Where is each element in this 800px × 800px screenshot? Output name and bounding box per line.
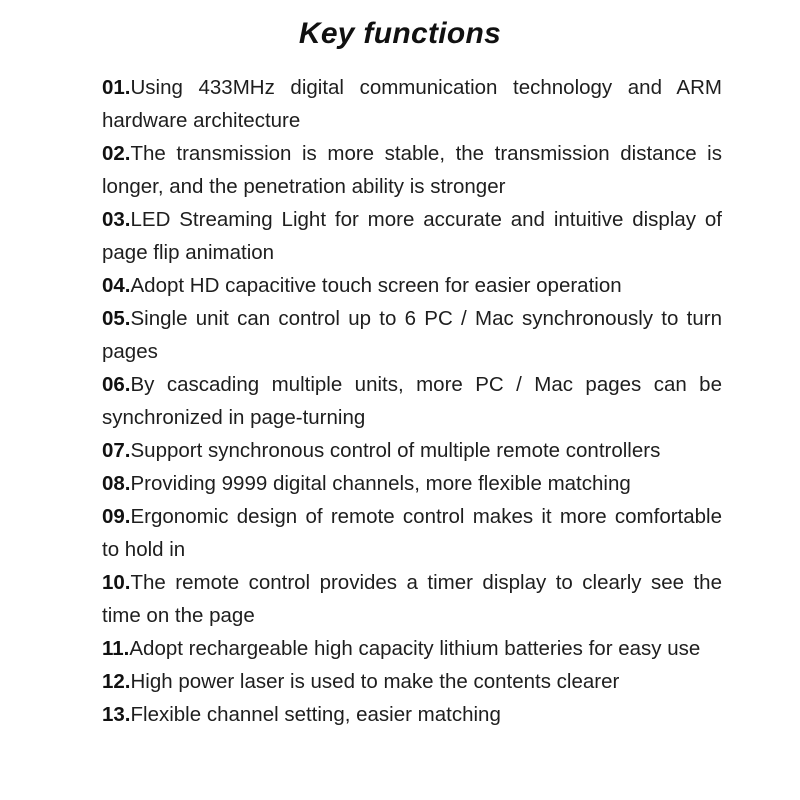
item-text: LED Streaming Light for more accurate and intuitive display of page flip animation <box>102 208 722 264</box>
item-text: Adopt HD capacitive touch screen for easier operation <box>130 274 622 297</box>
item-number: 02. <box>102 142 131 165</box>
list-item-13 <box>102 698 722 731</box>
item-number: 12. <box>102 670 131 693</box>
item-text: Flexible channel setting, easier matching <box>130 703 501 726</box>
list-item-04 <box>102 269 722 302</box>
list-item-10 <box>102 566 722 632</box>
item-number: 05. <box>102 307 131 330</box>
list-item-07 <box>102 434 722 467</box>
page-title: Key functions <box>298 17 502 50</box>
item-text: Adopt rechargeable high capacity lithium batteries for easy use <box>129 637 701 660</box>
item-text: By cascading multiple units, more PC / Mac pages can be synchronized in page-turning <box>102 373 722 429</box>
list-item-08 <box>102 467 722 500</box>
item-text: Support synchronous control of multiple remote controllers <box>130 439 661 462</box>
item-text: High power laser is used to make the contents clearer <box>130 670 620 693</box>
item-text: Single unit can control up to 6 PC / Mac synchronously to turn pages <box>102 307 722 363</box>
list-item-09 <box>102 500 722 566</box>
list-item-11 <box>102 632 722 665</box>
list-item-02 <box>102 137 722 203</box>
item-text: The remote control provides a timer display to clearly see the time on the page <box>102 571 722 627</box>
item-text: Providing 9999 digital channels, more flexible matching <box>130 472 631 495</box>
item-text: Using 433MHz digital communication technology and ARM hardware architecture <box>102 76 722 132</box>
list-item-05 <box>102 302 722 368</box>
item-number: 01. <box>102 76 131 99</box>
item-number: 03. <box>102 208 131 231</box>
list-item-06 <box>102 368 722 434</box>
item-number: 09. <box>102 505 131 528</box>
item-number: 11. <box>102 637 130 660</box>
item-text: Ergonomic design of remote control makes it more comfortable to hold in <box>102 505 722 561</box>
list-item-01 <box>102 71 722 137</box>
item-text: The transmission is more stable, the transmission distance is longer, and the penetration ability is stronger <box>102 142 722 198</box>
list-item-03 <box>102 203 722 269</box>
item-number: 04. <box>102 274 131 297</box>
item-number: 10. <box>102 571 131 594</box>
item-number: 06. <box>102 373 131 396</box>
item-number: 08. <box>102 472 131 495</box>
item-number: 07. <box>102 439 131 462</box>
key-functions-list <box>102 71 722 731</box>
item-number: 13. <box>102 703 131 726</box>
list-item-12 <box>102 665 722 698</box>
